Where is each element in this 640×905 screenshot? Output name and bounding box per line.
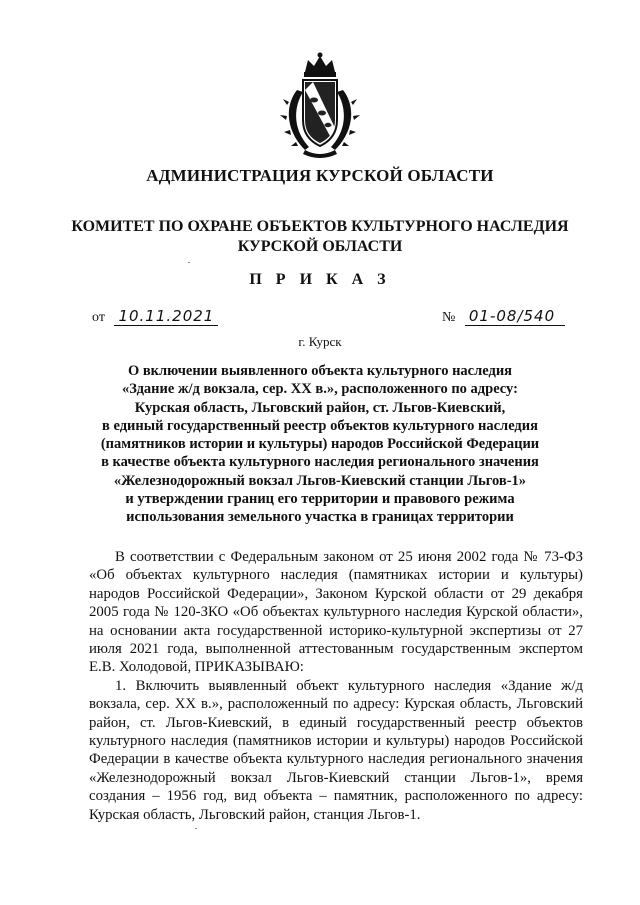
organization-title: АДМИНИСТРАЦИЯ КУРСКОЙ ОБЛАСТИ [146,166,494,185]
order-title [80,362,560,527]
title-line: в единый государственный реестр объектов культурного наследия [102,417,538,434]
order-number [442,307,565,326]
body-paragraph-preamble: В соответствии с Федеральным законом от 25 июня 2002 года № 73-ФЗ «Об объектах культурного наследия (памятниках истории и культуры) народов Российской Федерации», Законом Курской области от 29 декабря 2005 года № 120-ЗКО «Об объектах культурного наследия Курской области», на основании акта государственной историко-культурной экспертизы от 27 июля 2021 года, выполненной аттестованным государственным экспертом Е.В. Холодовой, ПРИКАЗЫВАЮ: [89,549,583,676]
kursk-coat-of-arms-icon [275,50,365,160]
order-body [89,548,583,824]
number-value: 01-08/540 [465,307,565,326]
document-type: П Р И К А З [249,271,391,288]
title-line: О включении выявленного объекта культурного наследия [127,363,513,379]
scan-speck [188,262,190,263]
title-line: (памятников истории и культуры) народов Российской Федерации [100,436,540,453]
city: г. Курск [298,334,342,349]
title-line: в качестве объекта культурного наследия регионального значения [101,454,539,471]
number-prefix: № [442,310,456,325]
title-line: и утверждении границ его территории и правового режима [125,491,515,508]
scan-speck [195,828,197,829]
title-line: использования земельного участка в границах территории [126,509,514,526]
body-paragraph-item-1: 1. Включить выявленный объект культурного наследия «Здание ж/д вокзала, сер. XX в.», расположенный по адресу: Курская область, Льговский район, ст. Льгов-Киевский, в единый государственный реестр объектов культурного наследия (памятников истории и культуры) народов Российской Федерации в качестве объекта культурного наследия регионального значения «Железнодорожный вокзал Льгов-Киевский станции Льгов-1», время создания – 1956 год, вид объекта – памятник, расположенного по адресу: Курская область, Льговский район, станция Льгов-1. [89,677,583,823]
committee-line-2: КУРСКОЙ ОБЛАСТИ [237,238,403,255]
order-date [92,307,218,326]
date-value: 10.11.2021 [114,307,218,326]
title-line: «Здание ж/д вокзала, сер. XX в.», расположенного по адресу: [122,381,518,398]
committee-line-1: КОМИТЕТ ПО ОХРАНЕ ОБЪЕКТОВ КУЛЬТУРНОГО НАСЛЕДИЯ [71,218,569,235]
title-line: Курская область, Льговский район, ст. Льгов-Киевский, [134,399,506,416]
committee-title [60,217,580,257]
title-line: «Железнодорожный вокзал Льгов-Киевский станции Льгов-1» [113,472,527,489]
date-prefix: от [92,310,105,325]
